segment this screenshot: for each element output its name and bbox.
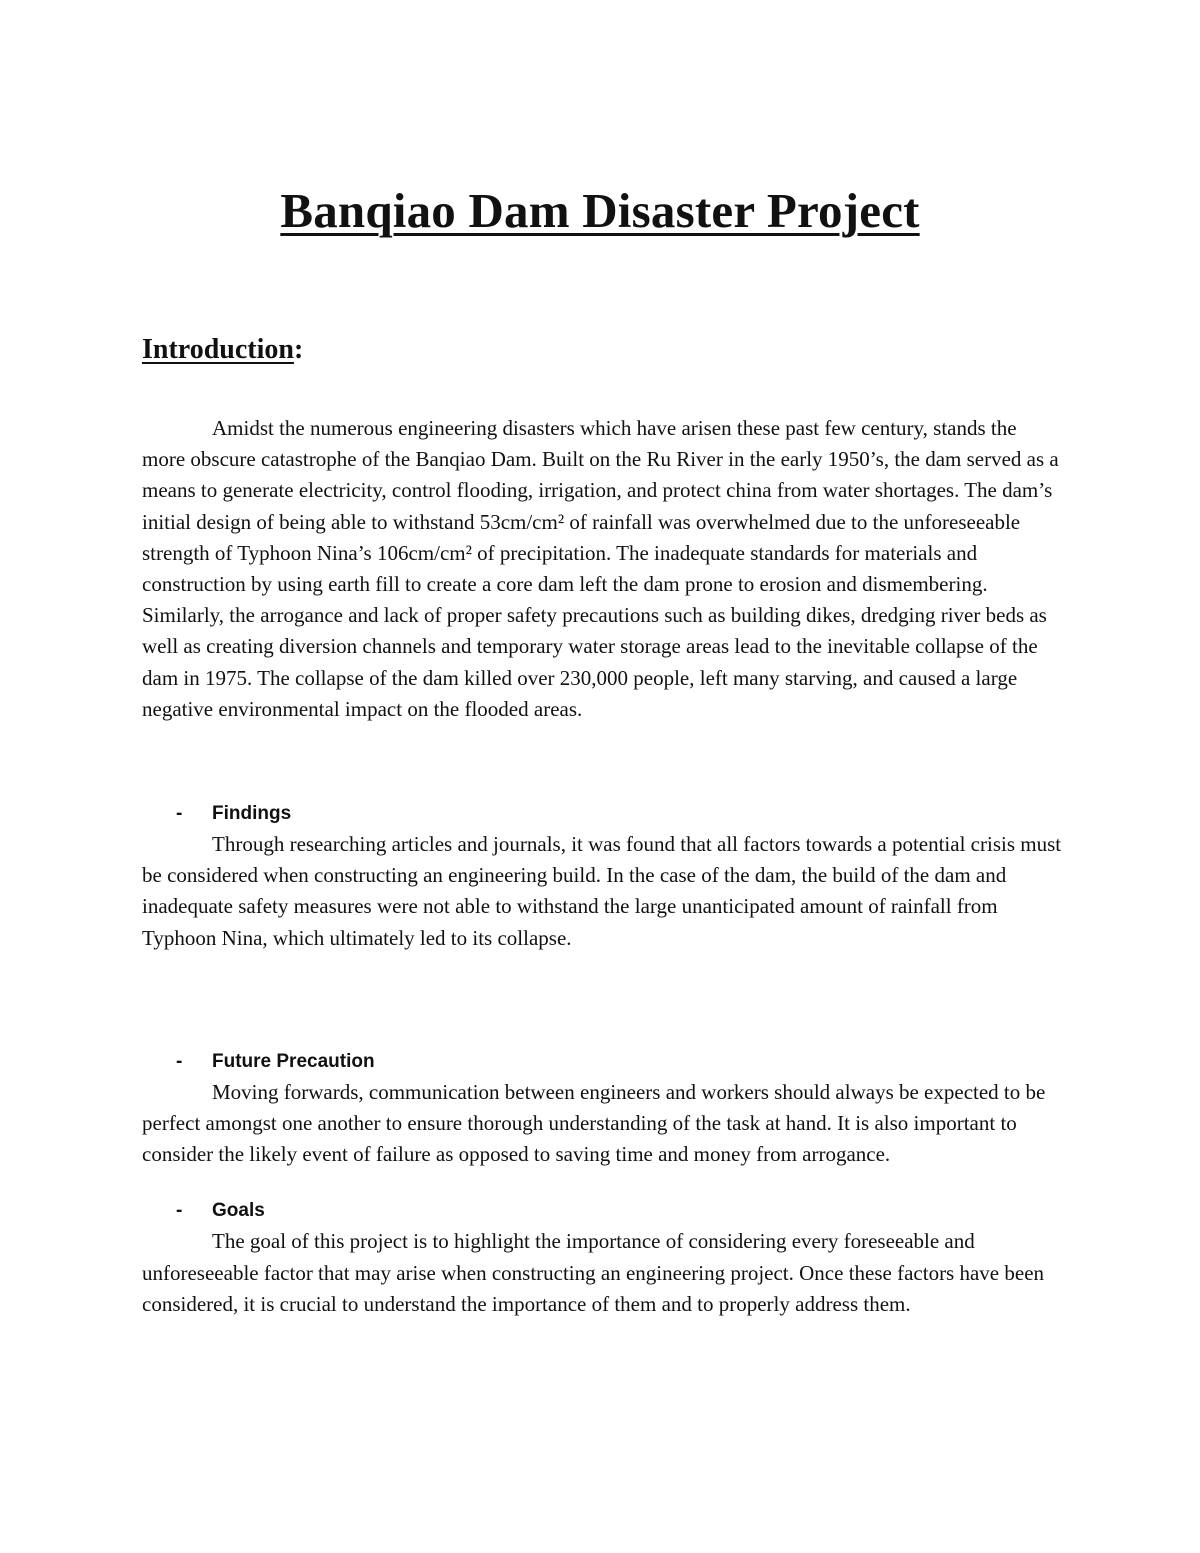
- future-precaution-heading-text: Future Precaution: [212, 1050, 375, 1072]
- introduction-heading-text: Introduction: [142, 334, 294, 365]
- introduction-heading-colon: :: [293, 334, 304, 365]
- introduction-heading: [142, 330, 1062, 370]
- goals-bullet: -: [176, 1200, 183, 1222]
- findings-bullet: -: [176, 803, 183, 825]
- goals-paragraph: The goal of this project is to highlight the importance of considering every foreseeable and unforeseeable factor that may arise when constructing an engineering project. Once these factors have been considered, it is crucial to understand the importance of them and to properly address them.: [142, 1229, 1045, 1316]
- introduction-paragraph: Amidst the numerous engineering disasters which have arisen these past few century, stands the more obscure catastrophe of the Banqiao Dam. Built on the Ru River in the early 1950’s, the dam served as a means to generate electricity, control flooding, irrigation, and protect china from water shortages. The dam’s initial design of being able to withstand 53cm/cm² of rainfall was overwhelmed due to the unforeseeable strength of Typhoon Nina’s 106cm/cm² of precipitation. The inadequate standards for materials and construction by using earth fill to create a core dam left the dam prone to erosion and dismembering. Similarly, the arrogance and lack of proper safety precautions such as building dikes, dredging river beds as well as creating diversion channels and temporary water storage areas lead to the inevitable collapse of the dam in 1975. The collapse of the dam killed over 230,000 people, left many starving, and caused a large negative environmental impact on the flooded areas.: [142, 416, 1059, 721]
- findings-heading: [142, 799, 1062, 829]
- future-precaution-heading: [142, 1047, 1062, 1077]
- document-body: [142, 330, 1062, 1320]
- findings-heading-text: Findings: [212, 803, 292, 825]
- document-title: Banqiao Dam Disaster Project: [280, 183, 920, 238]
- future-precaution-bullet: -: [176, 1050, 183, 1072]
- future-precaution-paragraph: Moving forwards, communication between engineers and workers should always be expected to be perfect amongst one another to ensure thorough understanding of the task at hand. It is also important to consider the likely event of failure as opposed to saving time and money from arrogance.: [142, 1079, 1046, 1167]
- goals-heading: [142, 1196, 1062, 1226]
- goals-heading-text: Goals: [212, 1200, 265, 1222]
- findings-paragraph: Through researching articles and journals, it was found that all factors towards a potential crisis must be considered when constructing an engineering build. In the case of the dam, the build of the dam and inadequate safety measures were not able to withstand the large unanticipated amount of rainfall from Typhoon Nina, which ultimately led to its collapse.: [142, 832, 1062, 950]
